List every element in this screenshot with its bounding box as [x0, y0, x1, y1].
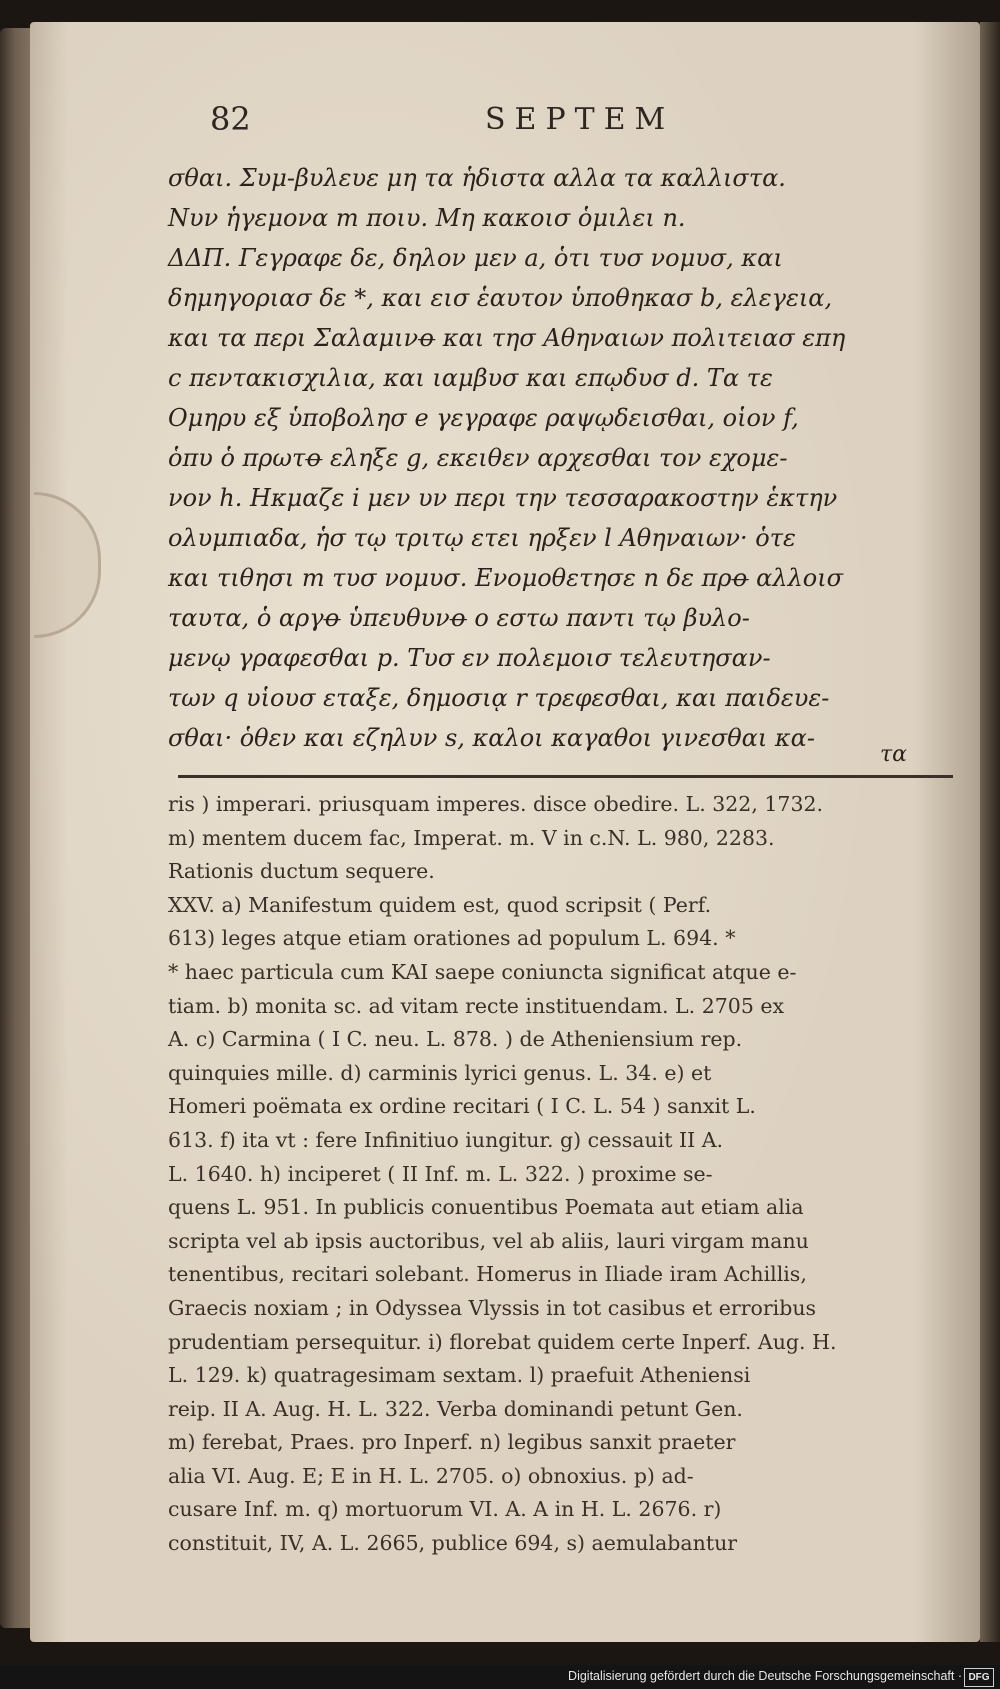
greek-text-line: c πεντακισχιλια, και ιαμβυσ και επῳδυσ d. Τα τε: [168, 364, 773, 392]
greek-text-line: μενῳ γραφεσθαι p. Τυσ εν πολεμοισ τελευτησαν-: [168, 644, 771, 672]
note-line: prudentiam persequitur. i) florebat quidem certe Inperf. Aug. H.: [168, 1329, 837, 1354]
note-line: L. 1640. h) inciperet ( II Inf. m. L. 322. ) proxime se-: [168, 1161, 713, 1186]
funding-credit: Digitalisierung gefördert durch die Deutsche Forschungsgemeinschaft ·: [568, 1669, 962, 1683]
note-line: ris ) imperari. priusquam imperes. disce obedire. L. 322, 1732.: [168, 792, 824, 816]
page-header: [210, 100, 950, 140]
latin-notes: [168, 788, 963, 1561]
digitization-footer: [0, 1665, 1000, 1689]
note-line: 613. f) ita vt : fere Infinitiuo iungitur. g) cessauit II A.: [168, 1127, 724, 1152]
note-line: XXV. a) Manifestum quidem est, quod scripsit ( Perf.: [168, 892, 712, 917]
greek-text-line: Ομηρυ εξ ὑποβολησ e γεγραφε ραψῳδεισθαι, οἱον f,: [168, 404, 799, 432]
note-line: scripta vel ab ipsis auctoribus, vel ab aliis, lauri virgam manu: [168, 1228, 809, 1253]
greek-text-line: ταυτα, ὁ αργꝋ ὑπευθυνꝋ o εστω παντι τῳ βυλο-: [168, 604, 750, 632]
note-line: * haec particula cum KAI saepe coniuncta significat atque e-: [168, 959, 797, 984]
note-line: m) ferebat, Praes. pro Inperf. n) legibus sanxit praeter: [168, 1430, 736, 1455]
dfg-logo: DFG: [964, 1668, 994, 1687]
greek-main-text: [168, 158, 963, 758]
page-number: 82: [210, 100, 251, 138]
greek-text-line: δημηγοριασ δε *, και εισ ἑαυτον ὑποθηκασ b, ελεγεια,: [168, 284, 833, 312]
note-line: quens L. 951. In publicis conuentibus Poemata aut etiam alia: [168, 1195, 804, 1220]
catchword: τα: [880, 742, 908, 767]
footnote-rule: [178, 775, 953, 778]
note-line: cusare Inf. m. q) mortuorum VI. A. A in H. L. 2676. r): [168, 1497, 722, 1522]
greek-text-line: και τιθησι m τυσ νομυσ. Ενομοθετησε n δε πρꝋ αλλοισ: [168, 564, 844, 592]
greek-text-line: ὁπυ ὁ πρωτꝋ εληξε g, εκειθεν αρχεσθαι τον εχομε-: [168, 444, 788, 472]
note-line: 613) leges atque etiam orationes ad populum L. 694. *: [168, 926, 736, 951]
note-line: tiam. b) monita sc. ad vitam recte instituendam. L. 2705 ex: [168, 993, 785, 1018]
note-line: alia VI. Aug. E; E in H. L. 2705. o) obnoxius. p) ad-: [168, 1463, 694, 1488]
greek-text-line: ΔΔΠ. Γεγραφε δε, δηλον μεν a, ὁτι τυσ νομυσ, και: [168, 244, 783, 272]
greek-text-line: ολυμπιαδα, ἡσ τῳ τριτῳ ετει ηρξεν l Αθηναιων· ὁτε: [168, 524, 796, 552]
note-line: Homeri poëmata ex ordine recitari ( I C. L. 54 ) sanxit L.: [168, 1094, 756, 1119]
greek-text-line: Νυν ἡγεμονα m ποιυ. Μη κακοισ ὁμιλει n.: [168, 204, 686, 232]
greek-text-line: νον h. Ηκμαζε i μεν υν περι την τεσσαρακοστην ἑκτην: [168, 484, 838, 512]
book-right-edge: [980, 22, 1000, 1642]
note-line: quinquies mille. d) carminis lyrici genus. L. 34. e) et: [168, 1060, 712, 1085]
note-line: L. 129. k) quatragesimam sextam. l) praefuit Atheniensi: [168, 1363, 751, 1388]
note-line: constituit, IV, A. L. 2665, publice 694, s) aemulabantur: [168, 1531, 738, 1556]
greek-text-line: και τα περι Σαλαμινꝋ και τησ Αθηναιων πολιτειασ επη: [168, 324, 846, 352]
greek-text-line: σθαι· ὁθεν και εζηλυν s, καλοι καγαθοι γινεσθαι κα-: [168, 724, 815, 752]
running-title: SEPTEM: [485, 102, 675, 137]
note-line: reip. II A. Aug. H. L. 322. Verba dominandi petunt Gen.: [168, 1396, 743, 1421]
page-clasp-mark: [34, 492, 101, 638]
greek-text-line: σθαι. Συμ-βυλευε μη τα ἡδιστα αλλα τα καλλιστα.: [168, 164, 786, 192]
note-line: m) mentem ducem fac, Imperat. m. V in ᴄ.N. L. 980, 2283.: [168, 825, 775, 850]
note-line: tenentibus, recitari solebant. Homerus in Iliade iram Achillis,: [168, 1262, 807, 1287]
note-line: Rationis ductum sequere.: [168, 859, 435, 884]
greek-text-line: των q υἱουσ εταξε, δημοσιᾳ r τρεφεσθαι, και παιδευε-: [168, 684, 830, 712]
note-line: A. c) Carmina ( I C. neu. L. 878. ) de Atheniensium rep.: [168, 1027, 743, 1052]
note-line: Graecis noxiam ; in Odyssea Vlyssis in tot casibus et erroribus: [168, 1295, 817, 1320]
